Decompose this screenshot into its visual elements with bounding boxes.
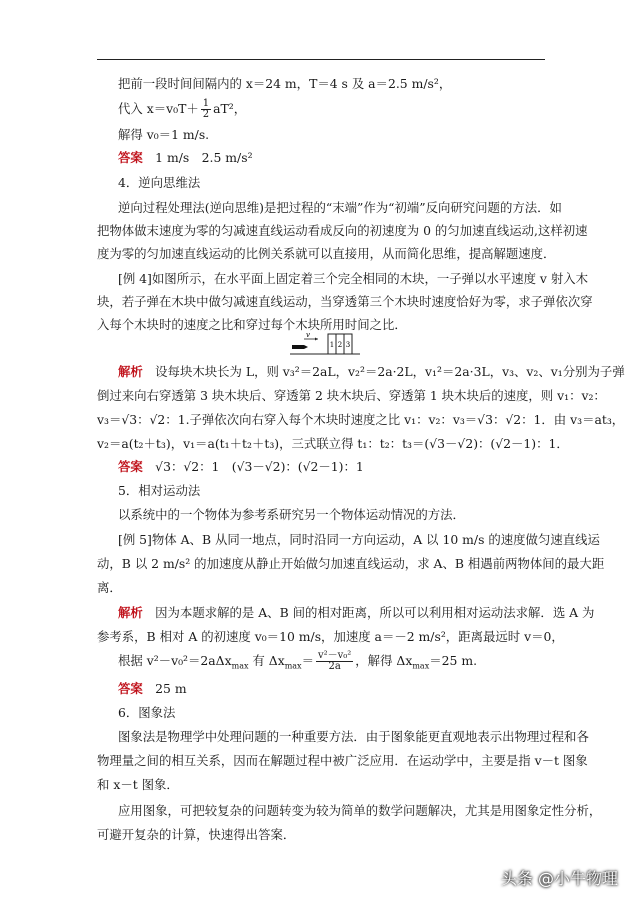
formula-part: ₀T＋ [173, 101, 199, 116]
block-label: 3 [345, 341, 351, 349]
solution-text: 因为本题求解的是 A、B 间的相对距离，所以可以利用相对运动法求解．选 A 为 [155, 605, 595, 620]
text-line: [例 5]物体 A、B 从同一地点，同时沿同一方向运动，A 以 10 m/s 的速度做匀速直线运 [118, 532, 600, 547]
answer-line [118, 681, 640, 697]
fraction [201, 99, 211, 120]
solution-line [118, 364, 640, 380]
text-line: 动，B 以 2 m/s² 的加速度从静止开始做匀加速直线运动，求 A、B 相遇前两物体间的最大距 [97, 556, 605, 571]
solution-label: 解析 [118, 605, 143, 620]
formula-part: ＝25 m. [429, 653, 478, 668]
bullet-blocks-figure [290, 330, 360, 356]
fraction-denominator: 2a [328, 661, 341, 672]
formula-line [118, 651, 640, 674]
figure-svg [290, 330, 360, 356]
formula-line [118, 99, 640, 120]
formula-part: ，解得 Δx [355, 653, 413, 668]
answer-label: 答案 [118, 150, 143, 165]
formula-part: 代入 x＝v [118, 101, 174, 116]
solution-line [118, 605, 640, 621]
fraction-numerator: v²－v₀² [317, 650, 352, 661]
subscript: max [284, 661, 302, 671]
formula-part: 有 Δx [248, 653, 285, 668]
text-line: [例 4]如图所示，在水平面上固定着三个完全相同的木块，一子弹以水平速度 v 射入木 [118, 271, 589, 286]
text-line: 把前一段时间间隔内的 x＝24 m，T＝4 s 及 a＝2.5 m/s²， [118, 76, 452, 91]
text-line: 把物体做末速度为零的匀减速直线运动看成反向的初速度为 0 的匀加速直线运动,这样初速 [97, 223, 588, 238]
text-line: 逆向过程处理法(逆向思维)是把过程的“末端”作为“初端”反向研究问题的方法．如 [118, 200, 562, 215]
section-heading: 6．图象法 [118, 705, 176, 720]
answer-line [118, 459, 640, 475]
subscript: max [231, 661, 249, 671]
answer-line [118, 150, 640, 166]
text-line: 解得 v₀＝1 m/s. [118, 127, 210, 142]
text-line: 块，若子弹在木块中做匀减速直线运动，当穿透第三个木块时速度恰好为零，求子弹依次穿 [97, 294, 593, 309]
arrowhead-icon [315, 338, 318, 341]
formula-part: aT²， [213, 101, 247, 116]
section-heading: 4．逆向思维法 [118, 175, 201, 190]
text-line: 可避开复杂的计算，快速得出答案． [97, 827, 296, 842]
answer-text: 1 m/s 2.5 m/s² [155, 150, 253, 165]
text-line: 度为零的匀加速直线运动的比例关系就可以直接用，从而简化思维，提高解题速度． [97, 246, 556, 261]
answer-text: √3：√2：1 (√3－√2)：(√2－1)：1 [155, 459, 364, 474]
solution-text: 设每块木块长为 L，则 v₃²＝2aL，v₂²＝2a·2L，v₁²＝2a·3L，v₃、v₂、v₁分别为子弹 [155, 364, 625, 379]
text-line: v₃＝√3：√2：1.子弹依次向右穿入每个木块时速度之比 v₁：v₂：v₃＝√3：√2：1．由 v₃＝at₃， [97, 412, 625, 427]
text-line: 和 x－t 图象． [97, 777, 179, 792]
fraction [316, 651, 353, 672]
fraction-numerator: 1 [202, 98, 210, 109]
block-label: 1 [329, 341, 335, 349]
text-line: 以系统中的一个物体为参考系研究另一个物体运动情况的方法． [118, 507, 465, 522]
text-line: 应用图象，可把较复杂的问题转变为较为简单的数学问题解决，尤其是用图象定性分析， [118, 803, 602, 818]
solution-label: 解析 [118, 364, 143, 379]
text-line: 倒过来向右穿透第 3 块木块后、穿透第 2 块木块后、穿透第 1 块木块后的速度，则 v₁：v₂： [97, 388, 606, 403]
velocity-label: v [306, 331, 310, 339]
block-label: 2 [337, 341, 343, 349]
answer-label: 答案 [118, 459, 143, 474]
text-line: 参考系，B 相对 A 的初速度 v₀＝10 m/s，加速度 a＝－2 m/s²，距离最远时 v＝0， [97, 629, 564, 644]
formula-part: 根据 v²－v₀²＝2aΔx [118, 653, 232, 668]
text-line: 物理量之间的相互关系，因而在解题过程中被广泛应用．在运动学中，主要是指 v－t 图象 [97, 753, 588, 768]
text-line: v₂＝a(t₂＋t₃)，v₁＝a(t₁＋t₂＋t₃)，三式联立得 t₁：t₂：t₃＝(√3－√2)：(√2－1)：1． [97, 436, 569, 451]
formula-part: ＝ [301, 653, 314, 668]
text-line: 离． [97, 580, 122, 595]
watermark: 头条 @小牛物理 [500, 869, 618, 888]
bullet-icon [292, 345, 308, 349]
answer-text: 25 m [155, 681, 187, 696]
section-heading: 5．相对运动法 [118, 483, 201, 498]
text-line: 入每个木块时的速度之比和穿过每个木块所用时间之比． [97, 317, 407, 332]
fraction-denominator: 2 [202, 109, 210, 120]
header-rule [97, 59, 545, 60]
text-line: 图象法是物理学中处理问题的一种重要方法．由于图象能更直观地表示出物理过程和各 [118, 729, 589, 744]
answer-label: 答案 [118, 681, 143, 696]
subscript: max [412, 661, 430, 671]
